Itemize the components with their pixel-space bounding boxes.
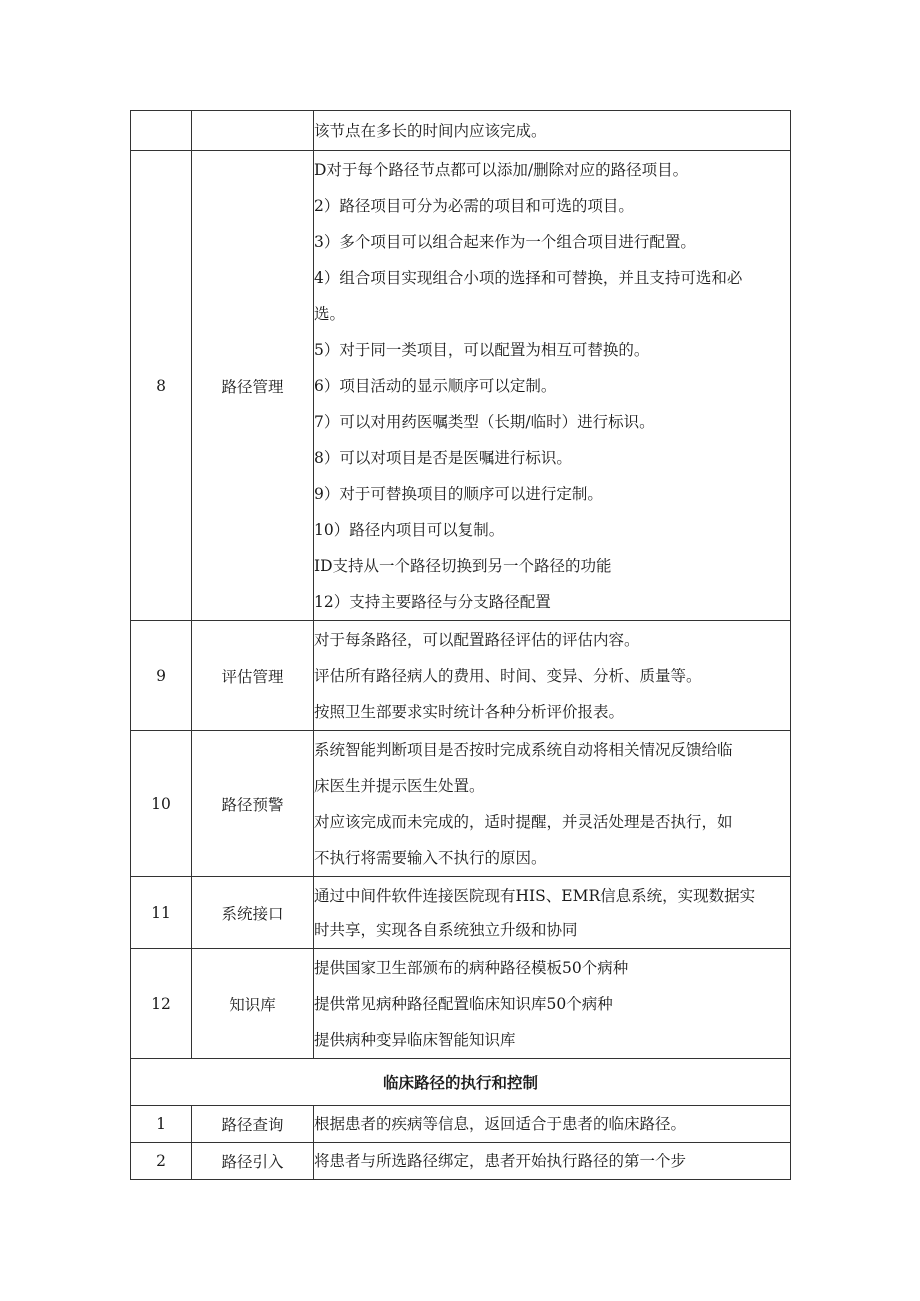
table-row (131, 111, 791, 151)
row-description (314, 1106, 791, 1143)
row-description (314, 1143, 791, 1180)
description-line: 床医生并提示医生处置。 (314, 776, 485, 795)
description-line: 提供常见病种路径配置临床知识库50个病种 (314, 994, 613, 1013)
description-line: 不执行将需要输入不执行的原因。 (314, 848, 547, 867)
requirements-table (130, 110, 791, 1180)
row-feature-name: 路径预警 (192, 731, 314, 877)
row-feature-name: 知识库 (192, 949, 314, 1059)
table-row (131, 877, 791, 949)
row-number: 2 (131, 1143, 192, 1180)
row-feature-name (192, 111, 314, 151)
row-description (314, 731, 791, 877)
row-number: 11 (131, 877, 192, 949)
description-line: 9）对于可替换项目的顺序可以进行定制。 (314, 484, 603, 503)
table-row (131, 621, 791, 731)
description-line: 8）可以对项目是否是医嘱进行标识。 (314, 448, 572, 467)
description-line: 提供国家卫生部颁布的病种路径模板50个病种 (314, 958, 629, 977)
description-line: 2）路径项目可分为必需的项目和可选的项目。 (314, 196, 634, 215)
description-line: 4）组合项目实现组合小项的选择和可替换，并且支持可选和必 (314, 268, 743, 287)
description-line: 选。 (314, 304, 346, 323)
row-description (314, 111, 791, 151)
description-line: 根据患者的疾病等信息，返回适合于患者的临床路径。 (314, 1115, 687, 1133)
description-line: 12）支持主要路径与分支路径配置 (314, 592, 551, 611)
description-line: 5）对于同一类项目，可以配置为相互可替换的。 (314, 340, 650, 359)
description-line: D对于每个路径节点都可以添加/删除对应的路径项目。 (314, 160, 689, 179)
description-line: 对应该完成而未完成的，适时提醒，并灵活处理是否执行，如 (314, 812, 733, 831)
description-line: 该节点在多长的时间内应该完成。 (314, 121, 547, 140)
row-description (314, 949, 791, 1059)
description-line: 提供病种变异临床智能知识库 (314, 1030, 516, 1049)
description-line: 6）项目活动的显示顺序可以定制。 (314, 376, 557, 395)
description-line: 10）路径内项目可以复制。 (314, 520, 505, 539)
table-row (131, 731, 791, 877)
description-line: 将患者与所选路径绑定，患者开始执行路径的第一个步 (314, 1152, 687, 1170)
table-row (131, 949, 791, 1059)
table-row (131, 1143, 791, 1180)
description-line: 按照卫生部要求实时统计各种分析评价报表。 (314, 702, 625, 721)
section-header-row (131, 1059, 791, 1106)
description-line: 7）可以对用药医嘱类型（长期/临时）进行标识。 (314, 412, 655, 431)
row-number: 9 (131, 621, 192, 731)
row-feature-name: 路径管理 (192, 151, 314, 621)
row-feature-name: 路径查询 (192, 1106, 314, 1143)
description-line: 时共享，实现各自系统独立升级和协同 (314, 920, 578, 939)
row-number: 1 (131, 1106, 192, 1143)
section-title: 临床路径的执行和控制 (131, 1059, 791, 1106)
description-line: 通过中间件软件连接医院现有HIS、EMR信息系统，实现数据实 (314, 886, 756, 905)
row-description (314, 877, 791, 949)
row-number: 10 (131, 731, 192, 877)
row-feature-name: 评估管理 (192, 621, 314, 731)
table-row (131, 1106, 791, 1143)
row-number: 8 (131, 151, 192, 621)
row-feature-name: 系统接口 (192, 877, 314, 949)
description-line: 3）多个项目可以组合起来作为一个组合项目进行配置。 (314, 232, 696, 251)
row-number: 12 (131, 949, 192, 1059)
description-line: 系统智能判断项目是否按时完成系统自动将相关情况反馈给临 (314, 740, 733, 759)
table-row (131, 151, 791, 621)
description-line: 评估所有路径病人的费用、时间、变异、分析、质量等。 (314, 666, 702, 685)
row-feature-name: 路径引入 (192, 1143, 314, 1180)
row-description (314, 151, 791, 621)
description-line: 对于每条路径，可以配置路径评估的评估内容。 (314, 630, 640, 649)
row-number (131, 111, 192, 151)
row-description (314, 621, 791, 731)
description-line: ID支持从一个路径切换到另一个路径的功能 (314, 556, 612, 575)
